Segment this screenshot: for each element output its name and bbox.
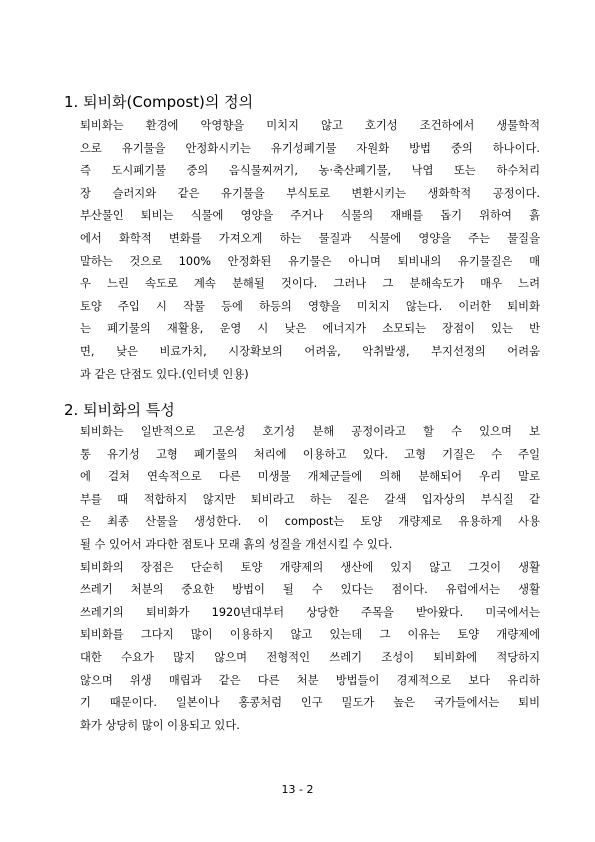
body-line: 화가 상당히 많이 이용되고 있다. (80, 718, 240, 732)
body-line: 않으며 위생 매립과 같은 다른 처분 방법들이 경제적으로 보다 유리하 (80, 673, 540, 687)
body-line: 쓰레기 처분의 중요한 방법이 될 수 있다는 점이다. 유럽에서는 생활 (80, 583, 540, 597)
body-line: 은 최종 산물을 생성한다. 이 compost는 토양 개량제로 유용하게 사용 (80, 515, 540, 529)
body-line: 말하는 것으로 100% 안정화된 유기물은 아니며 퇴비내의 유기물질은 매 (80, 254, 540, 268)
body-line: 기 때문이다. 일본이나 홍콩처럼 인구 밀도가 높은 국가들에서는 퇴비 (80, 696, 540, 710)
section-1-body (80, 115, 540, 386)
body-line: 될 수 있어서 과다한 점토나 모래 흙의 성질을 개선시킬 수 있다. (80, 537, 393, 551)
body-line: 통 유기성 고형 폐기물의 처리에 이용하고 있다. 고형 기질은 수 주일 (80, 447, 540, 461)
body-line: 부를 때 적합하지 않지만 퇴비라고 하는 짙은 갈색 입자상의 부식질 같 (80, 492, 540, 506)
body-line: 쓰레기의 퇴비화가 1920년대부터 상당한 주목을 받아왔다. 미국에서는 (80, 605, 540, 619)
body-line: 에서 화학적 변화를 가져오게 하는 물질과 식물에 영양을 주는 물질을 (80, 231, 540, 245)
body-line: 면, 낮은 비료가치, 시장확보의 어려움, 악취발생, 부지선정의 어려움 (80, 344, 540, 358)
body-line: 는 폐기물의 재활용, 운영 시 낮은 에너지가 소모되는 장점이 있는 반 (80, 322, 540, 336)
section-1-heading: 1. 퇴비화(Compost)의 정의 (64, 93, 254, 111)
body-line: 즉 도시폐기물 중의 음식물찌꺼기, 농·축산폐기물, 낙엽 또는 하수처리 (80, 164, 540, 178)
section-2-heading: 2. 퇴비화의 특성 (64, 401, 175, 419)
body-line: 부산물인 퇴비는 식물에 영양을 주거나 식물의 재배를 돕기 위하여 흙 (80, 209, 540, 223)
body-line: 퇴비화를 그다지 많이 이용하지 않고 있는데 그 이유는 토양 개량제에 (80, 628, 540, 642)
body-line: 퇴비화는 환경에 악영향을 미치지 않고 호기성 조건하에서 생물학적 (80, 119, 540, 132)
body-line: 대한 수요가 많지 않으며 전형적인 쓰레기 조성이 퇴비화에 적당하지 (80, 650, 540, 664)
page-number: 13 - 2 (281, 783, 314, 796)
body-line: 장 슬러지와 같은 유기물을 부식토로 변환시키는 생화학적 공정이다. (80, 186, 540, 200)
body-line: 으로 유기물을 안정화시키는 유기성폐기물 자원화 방법 중의 하나이다. (80, 141, 540, 155)
body-line: 과 같은 단점도 있다.(인터넷 인용) (80, 367, 249, 381)
body-line: 우 느린 속도로 계속 분해될 것이다. 그러나 그 분해속도가 매우 느려 (80, 277, 540, 291)
body-line: 토양 주입 시 작물 등에 하등의 영향을 미치지 않는다. 이러한 퇴비화 (80, 299, 540, 313)
section-2-body (80, 421, 540, 737)
body-line: 에 걸쳐 연속적으로 다른 미생물 개체군들에 의해 분해되어 우리 말로 (80, 470, 540, 484)
body-line: 퇴비화의 장점은 단순히 토양 개량제의 생산에 있지 않고 그것이 생활 (80, 560, 540, 574)
body-line: 퇴비화는 일반적으로 고온성 호기성 분해 공정이라고 할 수 있으며 보 (80, 425, 540, 438)
